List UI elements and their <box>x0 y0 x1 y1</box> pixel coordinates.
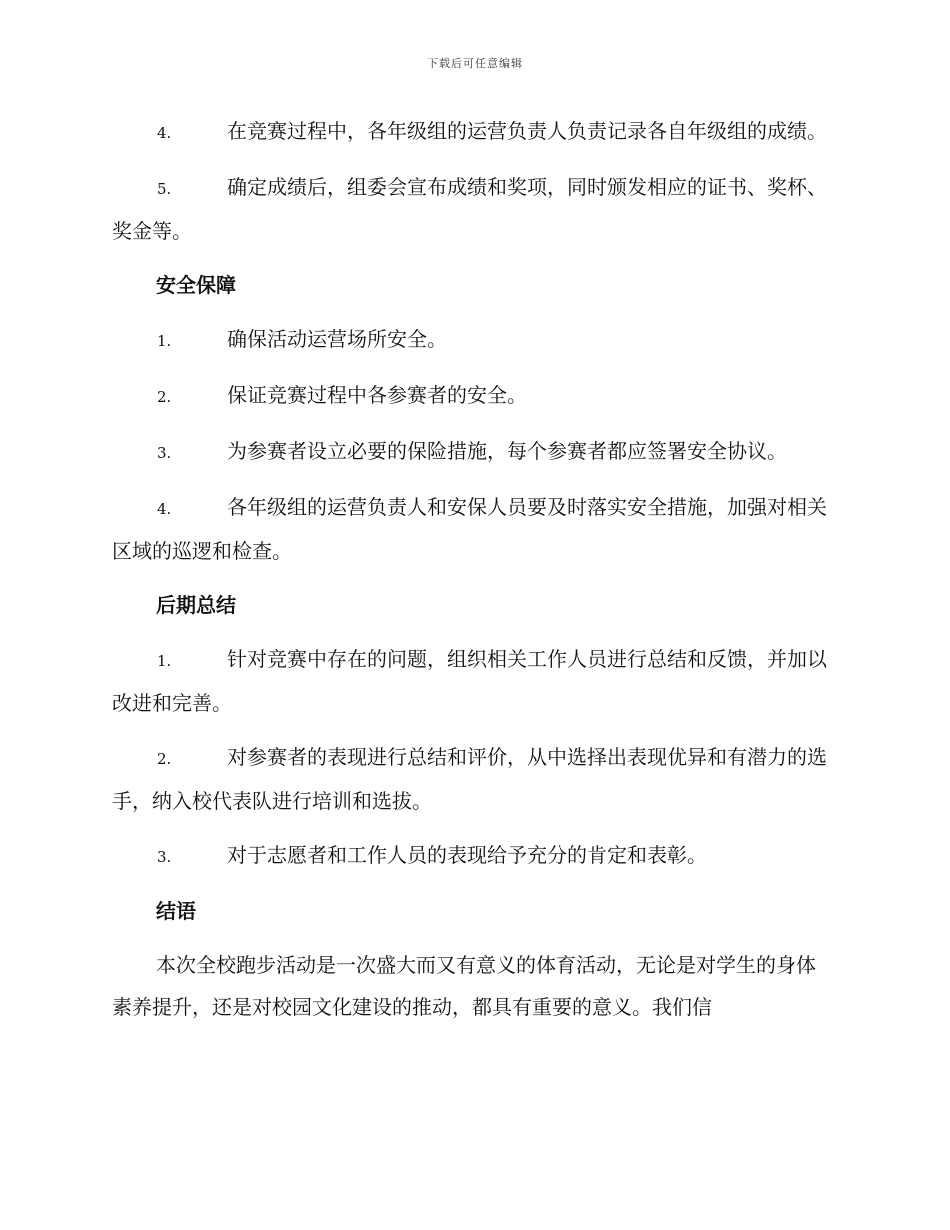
section-heading-summary: 后期总结 <box>156 593 236 617</box>
item-text: 各年级组的运营负责人和安保人员要及时落实安全措施，加强对相关区域的巡逻和检查。 <box>112 495 827 563</box>
item-number: 1. <box>157 652 172 670</box>
list-item <box>112 430 834 474</box>
conclusion-paragraph: 本次全校跑步活动是一次盛大而又有意义的体育活动，无论是对学生的身体素养提升，还是对校园文化建设的推动，都具有重要的意义。我们信 <box>112 953 816 1019</box>
item-text: 确定成绩后，组委会宣布成绩和奖项，同时颁发相应的证书、奖杯、奖金等。 <box>112 175 827 243</box>
item-text: 为参赛者设立必要的保险措施，每个参赛者都应签署安全协议。 <box>227 439 787 463</box>
list-item <box>112 486 834 572</box>
section-heading-safety: 安全保障 <box>156 273 236 297</box>
item-number: 4. <box>157 124 172 142</box>
item-number: 2. <box>157 750 172 768</box>
item-text: 保证竞赛过程中各参赛者的安全。 <box>227 383 527 407</box>
item-number: 4. <box>157 500 172 518</box>
item-number: 3. <box>157 444 172 462</box>
document-content <box>112 110 834 1028</box>
list-item <box>112 736 834 822</box>
item-text: 针对竞赛中存在的问题，组织相关工作人员进行总结和反馈，并加以改进和完善。 <box>112 647 827 715</box>
item-number: 2. <box>157 388 172 406</box>
item-text: 在竞赛过程中，各年级组的运营负责人负责记录各自年级组的成绩。 <box>227 119 827 143</box>
item-number: 1. <box>157 332 172 350</box>
list-item <box>112 318 834 362</box>
list-item <box>112 166 834 252</box>
item-number: 3. <box>157 848 172 866</box>
item-number: 5. <box>157 180 172 198</box>
list-item <box>112 638 834 724</box>
header-note: 下载后可任意编辑 <box>427 57 523 70</box>
item-text: 对参赛者的表现进行总结和评价，从中选择出表现优异和有潜力的选手，纳入校代表队进行培训和选拔。 <box>112 745 827 813</box>
list-item <box>112 374 834 418</box>
list-item <box>112 834 834 878</box>
item-text: 对于志愿者和工作人员的表现给予充分的肯定和表彰。 <box>227 843 707 867</box>
item-text: 确保活动运营场所安全。 <box>227 327 447 351</box>
section-heading-conclusion: 结语 <box>156 899 196 923</box>
list-item <box>112 110 834 154</box>
